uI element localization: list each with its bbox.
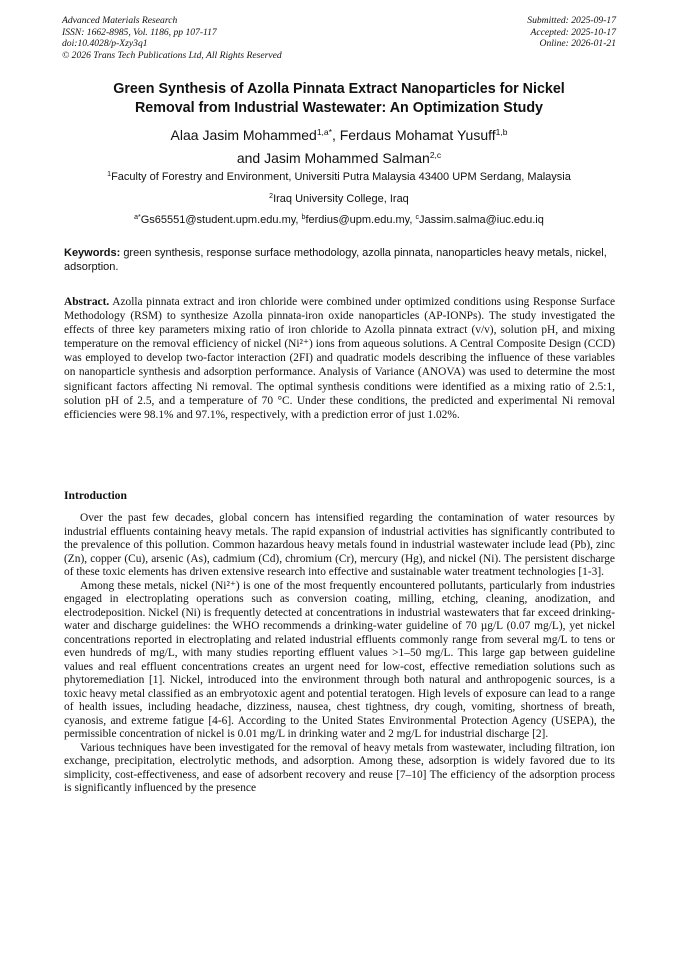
keywords [64, 246, 615, 274]
affiliation-1 [40, 168, 638, 184]
author-line-2 [40, 145, 638, 168]
online-date: Online: 2026-01-21 [539, 38, 616, 50]
affiliation-2-text: Iraq University College, Iraq [273, 193, 409, 205]
introduction-body [64, 512, 615, 796]
author-3-sup: 2,c [429, 150, 442, 160]
journal-header-left [62, 15, 282, 61]
email-b[interactable]: ferdius@upm.edu.my [305, 214, 410, 226]
affiliation-1-sup: 1 [107, 171, 112, 178]
email-b-sup: b [301, 214, 306, 221]
introduction-paragraph-1: Over the past few decades, global concern has intensified regarding the contamination of water resources by industrial effluents containing heavy metals. The rapid expansion of industrial activities has significantly contributed to the prevalence of this pollution. Common hazardous heavy metals found in industrial wastewater include lead (Pb), zinc (Zn), copper (Cu), arsenic (As), cadmium (Cd), chromium (Cr), mercury (Hg), and nickel (Ni). The persistent discharge of these toxic elements has driven extensive research into effective and sustainable water treatment technologies [1-3]. [64, 512, 615, 578]
author-1-name: Alaa Jasim Mohammed [170, 127, 317, 143]
author-line-1: Alaa Jasim Mohammed$^{1,a*}$, Ferdaus Mohamat Yusuff$^{1,b}$ [170, 127, 508, 143]
introduction-heading: Introduction [64, 489, 127, 502]
author-1-sup: 1,a* [316, 127, 332, 137]
email-a[interactable]: Gs65551@student.upm.edu.my [140, 214, 296, 226]
keywords-text: green synthesis, response surface methodology, azolla pinnata, nanoparticles heavy metals, nickel, adsorption. [64, 247, 607, 274]
author-3-name: Jasim Mohammed Salman [264, 150, 430, 166]
author-2-name: Ferdaus Mohamat Yusuff [339, 127, 496, 143]
email-a-sup: a* [134, 214, 141, 221]
accepted-date: Accepted: 2025-10-17 [530, 26, 616, 38]
paper-title [50, 80, 628, 117]
title-line-2: Removal from Industrial Wastewater: An Optimization Study [134, 99, 544, 116]
introduction-paragraph-3: Various techniques have been investigated for the removal of heavy metals from wastewater, including filtration, ion exchange, precipitation, electrolytic methods, and adsorption. Among these, adsorption is widely favored due to its simplicity, cost-effectiveness, and ease of adsorbent recovery and reuse [7–10] The efficiency of the adsorption process is significantly influenced by the presence [64, 741, 615, 794]
issn-volume: ISSN: 1662-8985, Vol. 1186, pp 107-117 [62, 26, 217, 38]
author-list [40, 122, 638, 168]
abstract [64, 295, 615, 422]
email-c-sup: c [415, 214, 419, 221]
affiliation-2 [40, 190, 638, 206]
author-emails: $^{a*}$Gs65551@student.upm.edu.my, $^b$ferdius@upm.edu.my, $^c$Jassim.salma@iuc.edu.iq [134, 214, 544, 226]
abstract-label: Abstract. [64, 296, 110, 308]
author-2-sup: 1,b [495, 127, 508, 137]
author-connector: and [236, 150, 261, 166]
keywords-label: Keywords: [64, 247, 121, 259]
introduction-paragraph-2: Among these metals, nickel (Ni²⁺) is one of the most frequently encountered pollutants, particularly from industries engaged in electroplating operations such as conversion coating, milling, etching, cleaning, anodization, and electrodeposition. Nickel (Ni) is frequently detected at concentrations in industrial wastewaters that far exceed drinking-water and discharge guidelines: the WHO recommends a drinking-water guideline of 70 µg/L (0.07 mg/L), yet nickel concentrations reported in electroplating and related industrial effluents commonly range from several mg/L to tens or even hundreds of mg/L, with many studies reporting effluent values >1–50 mg/L. This large gap between guideline values and real effluent concentrations creates an urgent need for low-cost, effective remediation solutions such as phytoremediation [1]. Nickel, introduced into the environment through both natural and anthropogenic sources, is a toxic heavy metal classified as an embryotoxic agent and potential teratogen. High levels of exposure can lead to a range of health issues, including headache, dizziness, nausea, chest tightness, dry cough, vomiting, shortness of breath, cyanosis, and extreme fatigue [4-6]. According to the United States Environmental Protection Agency (USEPA), the permissible concentration of nickel is 0.01 mg/L in drinking water and 2 mg/L for industrial discharge [2]. [64, 579, 615, 740]
journal-header-right [527, 15, 616, 50]
copyright: © 2026 Trans Tech Publications Ltd, All Rights Reserved [62, 49, 282, 61]
affiliation-1-text: Faculty of Forestry and Environment, Universiti Putra Malaysia 43400 UPM Serdang, Malaysia [111, 171, 571, 183]
title-line-1: Green Synthesis of Azolla Pinnata Extract Nanoparticles for Nickel [113, 81, 565, 97]
journal-name: Advanced Materials Research [62, 15, 178, 26]
submitted-date: Submitted: 2025-09-17 [527, 15, 616, 26]
abstract-text: Azolla pinnata extract and iron chloride were combined under optimized conditions using Response Surface Methodology (RSM) to synthesize Azolla pinnata-iron oxide nanoparticles (AP-IONPs). The study investigated the effects of three key parameters mixing ratio of iron chloride to Azolla pinnata extract (v/v), solution pH, and mixing temperature on the removal efficiency of nickel (Ni²⁺) ions from aqueous solutions. A Central Composite Design (CCD) was employed to develop two-factor interaction (2FI) and quadratic models describing the influence of these variables on nanoparticle synthesis and adsorption performance. Analysis of Variance (ANOVA) was used to determine the most significant factors affecting Ni removal. The optimal synthesis conditions were identified as a mixing ratio of 2.5:1, solution pH of 2.5, and a temperature of 70 °C. Under these conditions, the predicted and experimental Ni removal efficiencies were 98.1% and 97.1%, respectively, with a prediction error of just 1.02%. [64, 296, 615, 421]
doi: doi:10.4028/p-Xzy3q1 [62, 38, 148, 50]
affiliation-2-sup: 2 [269, 193, 274, 200]
email-c[interactable]: Jassim.salma@iuc.edu.iq [418, 214, 544, 226]
